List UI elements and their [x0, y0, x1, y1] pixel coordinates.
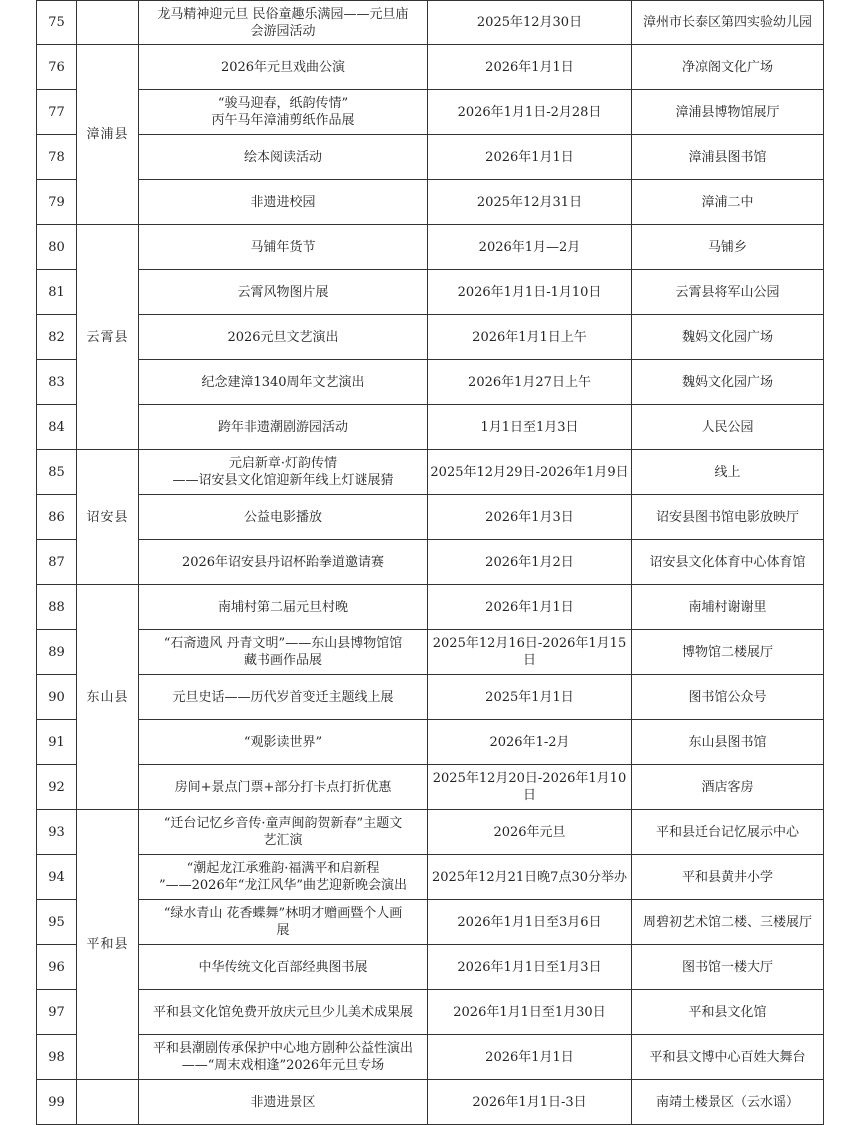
row-number: 90	[37, 675, 77, 720]
event-place: 平和县文化馆	[632, 990, 824, 1035]
county-cell	[77, 1, 139, 45]
row-number: 89	[37, 630, 77, 675]
event-place: 南埔村谢谢里	[632, 585, 824, 630]
event-date: 2026年1月27日上午	[428, 360, 632, 405]
event-date: 2026年1月1日	[428, 45, 632, 90]
row-number: 76	[37, 45, 77, 90]
event-place: 马铺乡	[632, 225, 824, 270]
table-row	[37, 180, 824, 225]
table-row	[37, 495, 824, 540]
row-number: 92	[37, 765, 77, 810]
event-name: 跨年非遗潮剧游园活动	[139, 405, 428, 450]
county-cell: 漳浦县	[77, 45, 139, 225]
event-place: 平和县迁台记忆展示中心	[632, 810, 824, 855]
table-row	[37, 675, 824, 720]
county-cell: 东山县	[77, 585, 139, 810]
table-row	[37, 720, 824, 765]
event-name: 2026元旦文艺演出	[139, 315, 428, 360]
row-number: 77	[37, 90, 77, 135]
table-row	[37, 135, 824, 180]
event-date: 2026年1月3日	[428, 495, 632, 540]
event-date: 2026年1月1日上午	[428, 315, 632, 360]
table-row	[37, 450, 824, 495]
event-date: 2025年12月16日-2026年1月15日	[428, 630, 632, 675]
table-row	[37, 1, 824, 45]
event-place: 诏安县文化体育中心体育馆	[632, 540, 824, 585]
event-name: “潮起龙江承雅韵·福满平和启新程 ”——2026年“龙江风华”曲艺迎新晚会演出	[139, 855, 428, 900]
row-number: 86	[37, 495, 77, 540]
row-number: 75	[37, 1, 77, 45]
event-name: 绘本阅读活动	[139, 135, 428, 180]
event-name: 南埔村第二届元旦村晚	[139, 585, 428, 630]
table-row	[37, 1080, 824, 1125]
event-name: 房间+景点门票+部分打卡点打折优惠	[139, 765, 428, 810]
event-name: 元旦史话——历代岁首变迁主题线上展	[139, 675, 428, 720]
event-place: 东山县图书馆	[632, 720, 824, 765]
row-number: 94	[37, 855, 77, 900]
event-name: 平和县潮剧传承保护中心地方剧种公益性演出 ——“周末戏相逢”2026年元旦专场	[139, 1035, 428, 1080]
event-name: 非遗进景区	[139, 1080, 428, 1125]
event-date: 2025年12月21日晚7点30分举办	[428, 855, 632, 900]
event-date: 1月1日至1月3日	[428, 405, 632, 450]
event-date: 2026年1-2月	[428, 720, 632, 765]
row-number: 84	[37, 405, 77, 450]
event-place: 云霄县将军山公园	[632, 270, 824, 315]
event-name: 2026年诏安县丹诏杯跆拳道邀请赛	[139, 540, 428, 585]
event-date: 2026年1月1日-3日	[428, 1080, 632, 1125]
row-number: 99	[37, 1080, 77, 1125]
event-place: 漳浦县图书馆	[632, 135, 824, 180]
row-number: 82	[37, 315, 77, 360]
table-row	[37, 360, 824, 405]
event-date: 2026年1月2日	[428, 540, 632, 585]
table-row	[37, 765, 824, 810]
event-place: 周碧初艺术馆二楼、三楼展厅	[632, 900, 824, 945]
event-date: 2026年1月1日至3月6日	[428, 900, 632, 945]
event-date: 2026年1月1日	[428, 1035, 632, 1080]
event-date: 2025年1月1日	[428, 675, 632, 720]
table-row	[37, 45, 824, 90]
event-date: 2025年12月30日	[428, 1, 632, 45]
event-date: 2026年元旦	[428, 810, 632, 855]
event-place: 图书馆公众号	[632, 675, 824, 720]
event-place: 漳浦县博物馆展厅	[632, 90, 824, 135]
row-number: 79	[37, 180, 77, 225]
event-name: 中华传统文化百部经典图书展	[139, 945, 428, 990]
event-place: 博物馆二楼展厅	[632, 630, 824, 675]
event-name: 平和县文化馆免费开放庆元旦少儿美术成果展	[139, 990, 428, 1035]
event-date: 2025年12月29日-2026年1月9日	[428, 450, 632, 495]
row-number: 85	[37, 450, 77, 495]
table-row	[37, 315, 824, 360]
table-row	[37, 225, 824, 270]
row-number: 93	[37, 810, 77, 855]
event-date: 2026年1月1日至1月3日	[428, 945, 632, 990]
county-cell: 诏安县	[77, 450, 139, 585]
county-cell: 平和县	[77, 810, 139, 1080]
event-name: 2026年元旦戏曲公演	[139, 45, 428, 90]
event-place: 酒店客房	[632, 765, 824, 810]
event-name: 纪念建漳1340周年文艺演出	[139, 360, 428, 405]
county-cell: 云霄县	[77, 225, 139, 450]
event-date: 2026年1月—2月	[428, 225, 632, 270]
county-cell	[77, 1080, 139, 1125]
event-date: 2026年1月1日	[428, 585, 632, 630]
event-name: “骏马迎春，纸韵传情” 丙午马年漳浦剪纸作品展	[139, 90, 428, 135]
event-place: 南靖土楼景区（云水谣）	[632, 1080, 824, 1125]
event-place: 诏安县图书馆电影放映厅	[632, 495, 824, 540]
table-row	[37, 1035, 824, 1080]
table-row	[37, 585, 824, 630]
row-number: 83	[37, 360, 77, 405]
row-number: 78	[37, 135, 77, 180]
table-row	[37, 405, 824, 450]
table-row	[37, 990, 824, 1035]
event-place: 图书馆一楼大厅	[632, 945, 824, 990]
table-row	[37, 630, 824, 675]
table-row	[37, 900, 824, 945]
event-name: “石斋遗风 丹青文明”——东山县博物馆馆 藏书画作品展	[139, 630, 428, 675]
event-date: 2026年1月1日-2月28日	[428, 90, 632, 135]
table-row	[37, 945, 824, 990]
event-date: 2026年1月1日	[428, 135, 632, 180]
event-place: 线上	[632, 450, 824, 495]
event-place: 魏妈文化园广场	[632, 360, 824, 405]
event-name: 云霄风物图片展	[139, 270, 428, 315]
event-place: 漳州市长泰区第四实验幼儿园	[632, 1, 824, 45]
event-name: 公益电影播放	[139, 495, 428, 540]
event-name: 龙马精神迎元旦 民俗童趣乐满园——元旦庙 会游园活动	[139, 1, 428, 45]
event-place: 魏妈文化园广场	[632, 315, 824, 360]
row-number: 96	[37, 945, 77, 990]
event-name: 元启新章·灯韵传情 ——诏安县文化馆迎新年线上灯谜展猜	[139, 450, 428, 495]
table-row	[37, 855, 824, 900]
row-number: 97	[37, 990, 77, 1035]
event-date: 2025年12月31日	[428, 180, 632, 225]
event-name: 非遗进校园	[139, 180, 428, 225]
row-number: 87	[37, 540, 77, 585]
table-row	[37, 540, 824, 585]
event-name: 马铺年货节	[139, 225, 428, 270]
event-place: 平和县黄井小学	[632, 855, 824, 900]
event-date: 2026年1月1日至1月30日	[428, 990, 632, 1035]
event-place: 人民公园	[632, 405, 824, 450]
row-number: 91	[37, 720, 77, 765]
table-row	[37, 810, 824, 855]
table-row	[37, 90, 824, 135]
events-table	[36, 0, 824, 1125]
event-place: 平和县文博中心百姓大舞台	[632, 1035, 824, 1080]
row-number: 80	[37, 225, 77, 270]
event-date: 2025年12月20日-2026年1月10日	[428, 765, 632, 810]
row-number: 98	[37, 1035, 77, 1080]
event-date: 2026年1月1日-1月10日	[428, 270, 632, 315]
row-number: 88	[37, 585, 77, 630]
event-place: 漳浦二中	[632, 180, 824, 225]
event-name: “观影读世界”	[139, 720, 428, 765]
event-name: “迁台记忆乡音传·童声闽韵贺新春”主题文 艺汇演	[139, 810, 428, 855]
event-name: “绿水青山 花香蝶舞”林明才赠画暨个人画 展	[139, 900, 428, 945]
row-number: 95	[37, 900, 77, 945]
table-row	[37, 270, 824, 315]
event-place: 净凉阁文化广场	[632, 45, 824, 90]
row-number: 81	[37, 270, 77, 315]
